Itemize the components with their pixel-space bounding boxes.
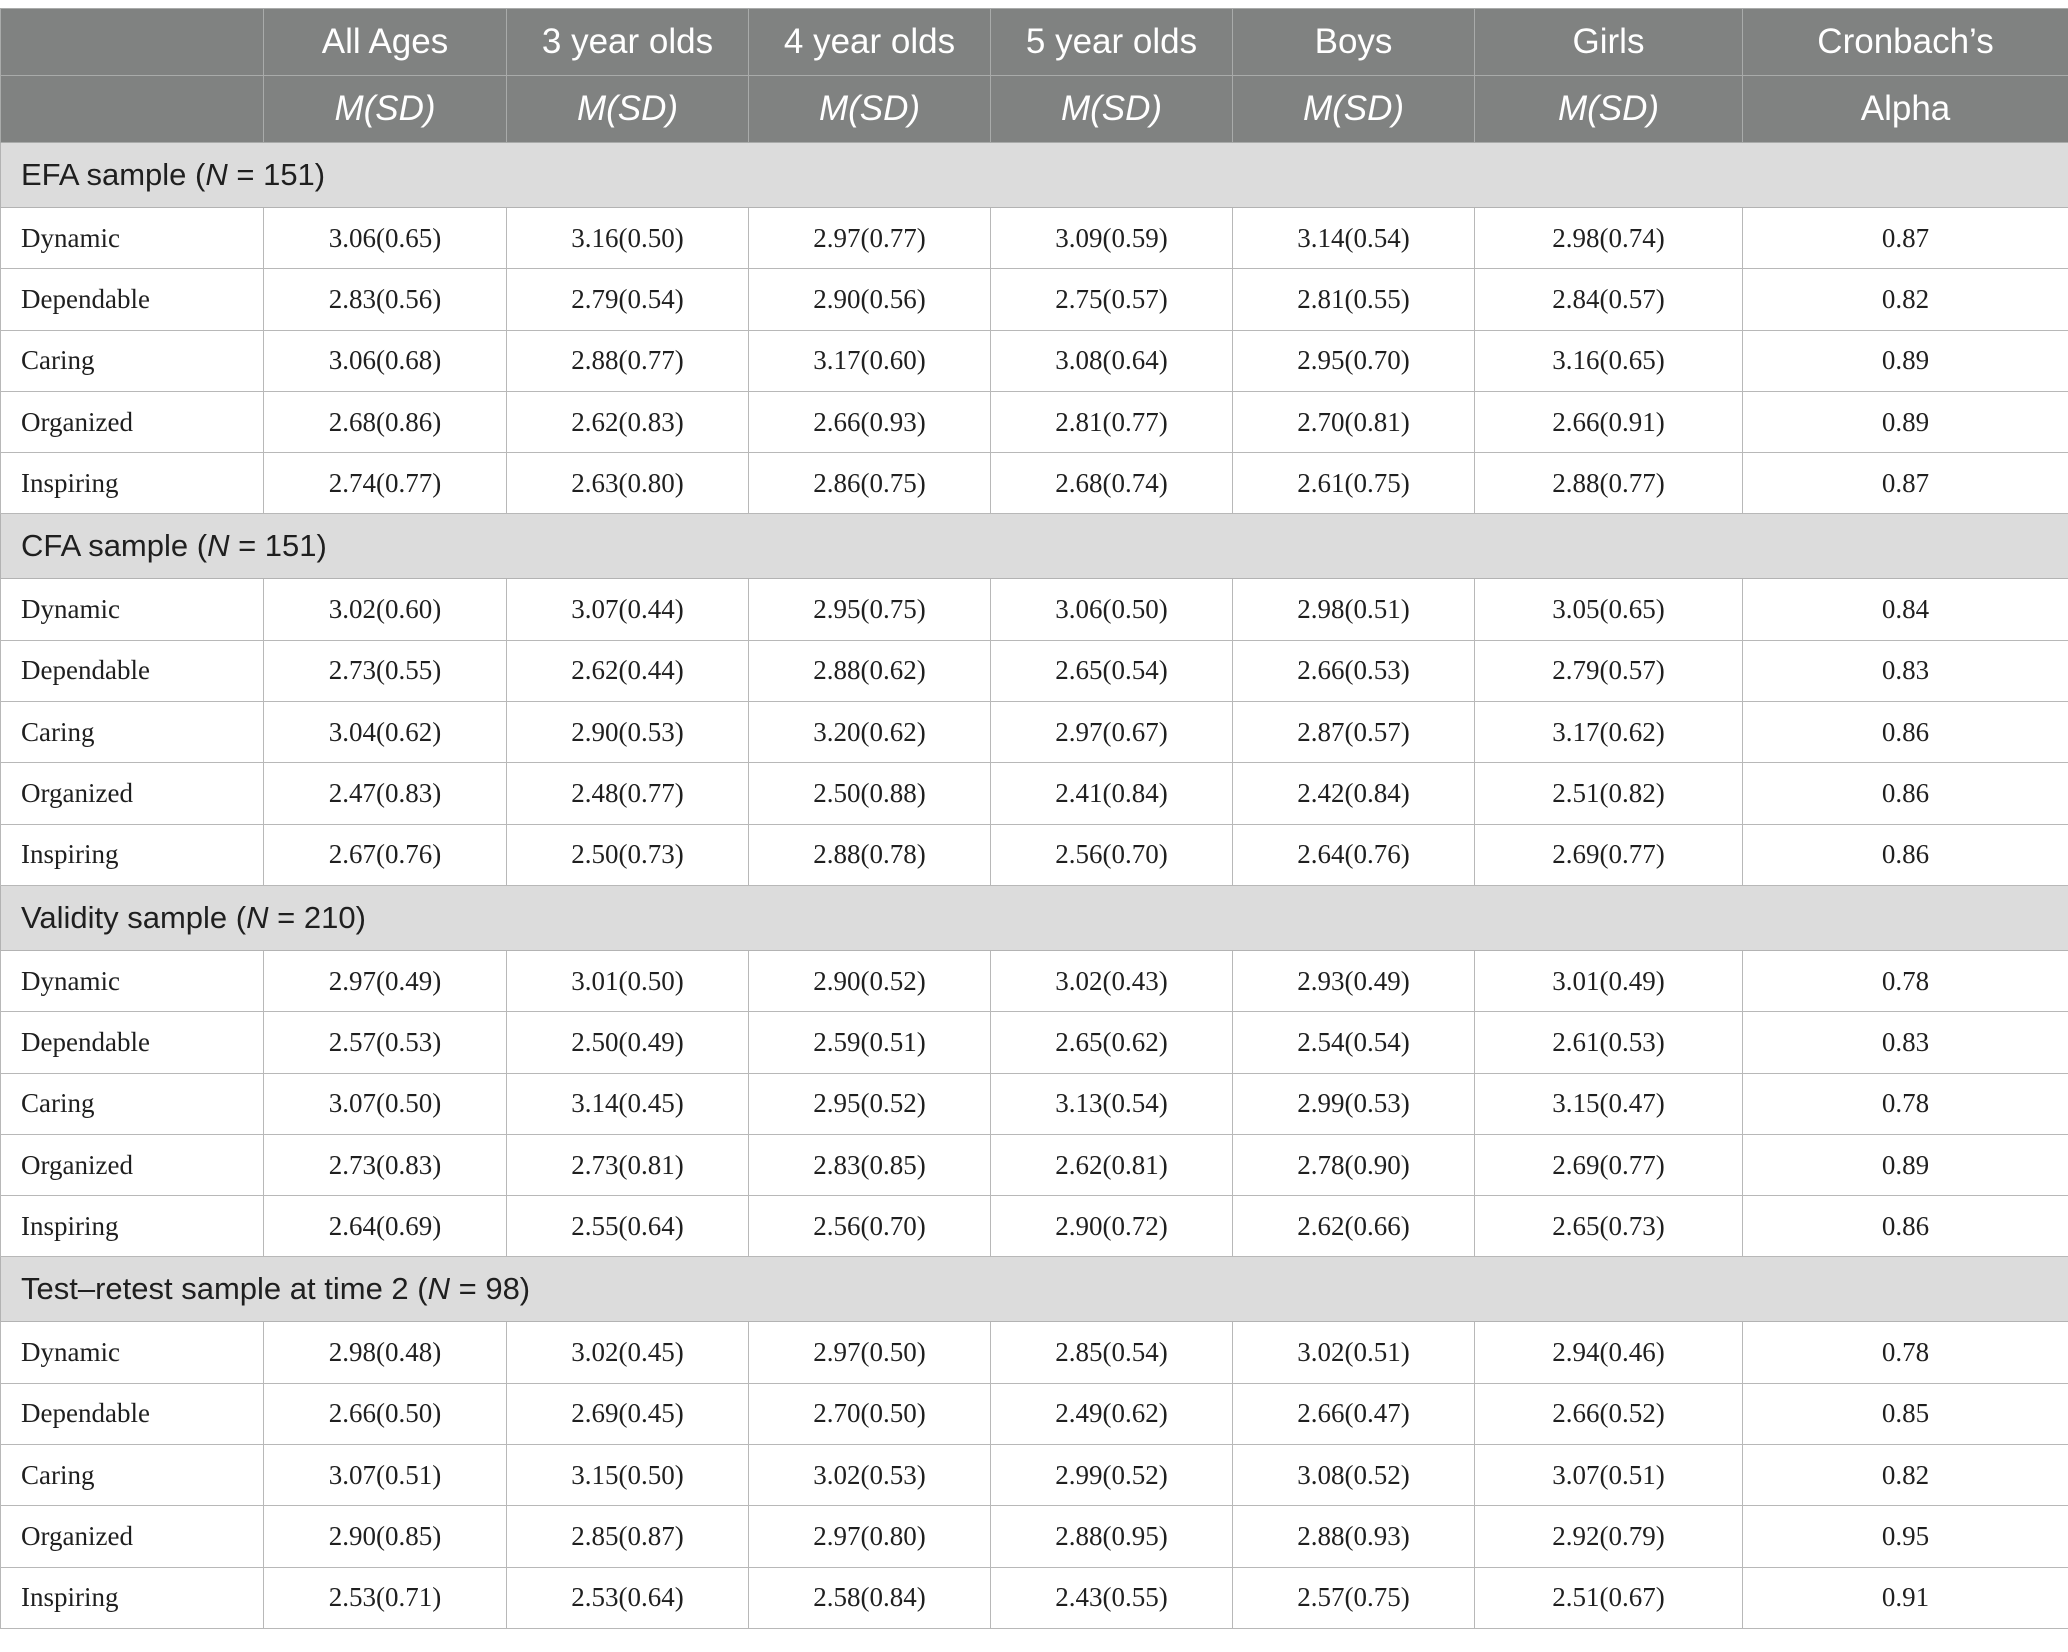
cell-boys: 2.54(0.54) xyxy=(1233,1012,1475,1073)
subheader-cell-msd: M(SD) xyxy=(507,76,749,143)
cell-label: Inspiring xyxy=(1,1196,264,1257)
section-title-suffix: = 151) xyxy=(227,157,326,192)
cell-girls: 2.98(0.74) xyxy=(1475,208,1743,269)
section-header-row xyxy=(1,143,2068,208)
header-cell-boys: Boys xyxy=(1233,9,1475,76)
cell-boys: 3.08(0.52) xyxy=(1233,1445,1475,1506)
cell-label: Dynamic xyxy=(1,208,264,269)
table-row xyxy=(1,330,2068,391)
cell-girls: 3.05(0.65) xyxy=(1475,579,1743,640)
cell-boys: 2.42(0.84) xyxy=(1233,763,1475,824)
cell-4-year-olds: 2.97(0.50) xyxy=(749,1322,991,1383)
cell-alpha: 0.83 xyxy=(1743,640,2068,701)
cell-3-year-olds: 2.53(0.64) xyxy=(507,1567,749,1628)
header-cell-cronbachs: Cronbach’s xyxy=(1743,9,2068,76)
cell-3-year-olds: 2.85(0.87) xyxy=(507,1506,749,1567)
cell-alpha: 0.86 xyxy=(1743,1196,2068,1257)
cell-boys: 2.95(0.70) xyxy=(1233,330,1475,391)
cell-4-year-olds: 2.95(0.75) xyxy=(749,579,991,640)
cell-label: Inspiring xyxy=(1,453,264,514)
cell-girls: 2.79(0.57) xyxy=(1475,640,1743,701)
cell-all-ages: 2.64(0.69) xyxy=(264,1196,507,1257)
cell-3-year-olds: 3.01(0.50) xyxy=(507,950,749,1011)
section-title xyxy=(1,143,2068,208)
descriptive-statistics-table xyxy=(0,8,2068,1629)
cell-boys: 2.99(0.53) xyxy=(1233,1073,1475,1134)
cell-4-year-olds: 2.88(0.62) xyxy=(749,640,991,701)
cell-label: Caring xyxy=(1,702,264,763)
cell-3-year-olds: 2.48(0.77) xyxy=(507,763,749,824)
cell-all-ages: 3.06(0.68) xyxy=(264,330,507,391)
cell-label: Dynamic xyxy=(1,950,264,1011)
cell-girls: 2.94(0.46) xyxy=(1475,1322,1743,1383)
cell-4-year-olds: 2.97(0.80) xyxy=(749,1506,991,1567)
cell-boys: 2.64(0.76) xyxy=(1233,824,1475,885)
table-row xyxy=(1,763,2068,824)
cell-3-year-olds: 3.02(0.45) xyxy=(507,1322,749,1383)
header-cell-4-year-olds: 4 year olds xyxy=(749,9,991,76)
header-row-statistics xyxy=(1,76,2068,143)
cell-label: Caring xyxy=(1,1445,264,1506)
cell-all-ages: 2.47(0.83) xyxy=(264,763,507,824)
cell-4-year-olds: 2.95(0.52) xyxy=(749,1073,991,1134)
cell-alpha: 0.86 xyxy=(1743,824,2068,885)
cell-alpha: 0.78 xyxy=(1743,1322,2068,1383)
cell-5-year-olds: 3.02(0.43) xyxy=(991,950,1233,1011)
cell-4-year-olds: 2.70(0.50) xyxy=(749,1383,991,1444)
header-cell-girls: Girls xyxy=(1475,9,1743,76)
cell-4-year-olds: 2.97(0.77) xyxy=(749,208,991,269)
cell-girls: 2.84(0.57) xyxy=(1475,269,1743,330)
table-row xyxy=(1,1073,2068,1134)
cell-3-year-olds: 2.62(0.44) xyxy=(507,640,749,701)
cell-5-year-olds: 2.81(0.77) xyxy=(991,391,1233,452)
cell-5-year-olds: 3.13(0.54) xyxy=(991,1073,1233,1134)
cell-4-year-olds: 2.59(0.51) xyxy=(749,1012,991,1073)
cell-5-year-olds: 2.99(0.52) xyxy=(991,1445,1233,1506)
cell-3-year-olds: 3.15(0.50) xyxy=(507,1445,749,1506)
cell-boys: 2.93(0.49) xyxy=(1233,950,1475,1011)
section-header-row xyxy=(1,514,2068,579)
table-row xyxy=(1,453,2068,514)
cell-4-year-olds: 2.56(0.70) xyxy=(749,1196,991,1257)
cell-alpha: 0.95 xyxy=(1743,1506,2068,1567)
cell-5-year-olds: 3.08(0.64) xyxy=(991,330,1233,391)
cell-4-year-olds: 2.58(0.84) xyxy=(749,1567,991,1628)
table-row xyxy=(1,269,2068,330)
table-row xyxy=(1,1322,2068,1383)
cell-label: Dependable xyxy=(1,640,264,701)
cell-4-year-olds: 2.88(0.78) xyxy=(749,824,991,885)
cell-boys: 2.78(0.90) xyxy=(1233,1134,1475,1195)
cell-boys: 2.88(0.93) xyxy=(1233,1506,1475,1567)
section-title xyxy=(1,1257,2068,1322)
cell-4-year-olds: 2.50(0.88) xyxy=(749,763,991,824)
cell-label: Organized xyxy=(1,763,264,824)
cell-girls: 3.16(0.65) xyxy=(1475,330,1743,391)
cell-boys: 2.87(0.57) xyxy=(1233,702,1475,763)
section-title-n: N xyxy=(246,899,269,935)
table-row xyxy=(1,1506,2068,1567)
section-header-row xyxy=(1,885,2068,950)
table-row xyxy=(1,1567,2068,1628)
table-body xyxy=(1,143,2068,1629)
table-row xyxy=(1,1383,2068,1444)
section-title-n: N xyxy=(427,1271,450,1307)
cell-5-year-olds: 2.43(0.55) xyxy=(991,1567,1233,1628)
cell-alpha: 0.86 xyxy=(1743,763,2068,824)
header-cell-3-year-olds: 3 year olds xyxy=(507,9,749,76)
cell-boys: 2.66(0.53) xyxy=(1233,640,1475,701)
cell-alpha: 0.91 xyxy=(1743,1567,2068,1628)
cell-girls: 3.17(0.62) xyxy=(1475,702,1743,763)
cell-all-ages: 2.97(0.49) xyxy=(264,950,507,1011)
cell-5-year-olds: 2.41(0.84) xyxy=(991,763,1233,824)
cell-4-year-olds: 3.17(0.60) xyxy=(749,330,991,391)
cell-all-ages: 2.83(0.56) xyxy=(264,269,507,330)
cell-all-ages: 3.07(0.50) xyxy=(264,1073,507,1134)
cell-girls: 2.66(0.52) xyxy=(1475,1383,1743,1444)
cell-boys: 2.81(0.55) xyxy=(1233,269,1475,330)
table-row xyxy=(1,208,2068,269)
cell-all-ages: 2.66(0.50) xyxy=(264,1383,507,1444)
subheader-cell-corner xyxy=(1,76,264,143)
cell-all-ages: 2.73(0.83) xyxy=(264,1134,507,1195)
header-cell-corner xyxy=(1,9,264,76)
header-cell-all-ages: All Ages xyxy=(264,9,507,76)
cell-label: Inspiring xyxy=(1,824,264,885)
cell-4-year-olds: 2.86(0.75) xyxy=(749,453,991,514)
cell-boys: 2.66(0.47) xyxy=(1233,1383,1475,1444)
cell-label: Dynamic xyxy=(1,1322,264,1383)
table-row xyxy=(1,1012,2068,1073)
table-header xyxy=(1,9,2068,143)
cell-girls: 3.15(0.47) xyxy=(1475,1073,1743,1134)
cell-alpha: 0.78 xyxy=(1743,1073,2068,1134)
subheader-cell-msd: M(SD) xyxy=(1233,76,1475,143)
cell-all-ages: 2.73(0.55) xyxy=(264,640,507,701)
cell-alpha: 0.89 xyxy=(1743,391,2068,452)
cell-label: Caring xyxy=(1,330,264,391)
cell-3-year-olds: 2.69(0.45) xyxy=(507,1383,749,1444)
cell-5-year-olds: 2.85(0.54) xyxy=(991,1322,1233,1383)
table-row xyxy=(1,824,2068,885)
cell-all-ages: 2.98(0.48) xyxy=(264,1322,507,1383)
section-title-prefix: Test–retest sample at time 2 ( xyxy=(21,1271,428,1307)
cell-all-ages: 3.07(0.51) xyxy=(264,1445,507,1506)
section-title-n: N xyxy=(207,528,230,564)
cell-girls: 2.88(0.77) xyxy=(1475,453,1743,514)
section-title xyxy=(1,885,2068,950)
subheader-cell-msd: M(SD) xyxy=(264,76,507,143)
cell-label: Dependable xyxy=(1,1383,264,1444)
cell-3-year-olds: 2.79(0.54) xyxy=(507,269,749,330)
cell-alpha: 0.86 xyxy=(1743,702,2068,763)
cell-girls: 2.92(0.79) xyxy=(1475,1506,1743,1567)
cell-all-ages: 3.04(0.62) xyxy=(264,702,507,763)
cell-boys: 2.57(0.75) xyxy=(1233,1567,1475,1628)
cell-5-year-olds: 3.06(0.50) xyxy=(991,579,1233,640)
cell-3-year-olds: 3.07(0.44) xyxy=(507,579,749,640)
table-row xyxy=(1,950,2068,1011)
cell-label: Dependable xyxy=(1,269,264,330)
table-row xyxy=(1,702,2068,763)
section-title-prefix: CFA sample ( xyxy=(21,528,208,564)
cell-4-year-olds: 2.90(0.52) xyxy=(749,950,991,1011)
cell-boys: 2.98(0.51) xyxy=(1233,579,1475,640)
cell-girls: 2.51(0.82) xyxy=(1475,763,1743,824)
cell-boys: 2.61(0.75) xyxy=(1233,453,1475,514)
cell-girls: 2.65(0.73) xyxy=(1475,1196,1743,1257)
cell-5-year-olds: 2.88(0.95) xyxy=(991,1506,1233,1567)
cell-alpha: 0.87 xyxy=(1743,208,2068,269)
cell-boys: 2.70(0.81) xyxy=(1233,391,1475,452)
section-title-suffix: = 98) xyxy=(450,1271,531,1307)
cell-5-year-olds: 2.49(0.62) xyxy=(991,1383,1233,1444)
cell-girls: 2.51(0.67) xyxy=(1475,1567,1743,1628)
subheader-cell-msd: M(SD) xyxy=(991,76,1233,143)
cell-label: Organized xyxy=(1,1134,264,1195)
cell-5-year-olds: 2.62(0.81) xyxy=(991,1134,1233,1195)
cell-4-year-olds: 2.90(0.56) xyxy=(749,269,991,330)
cell-3-year-olds: 3.16(0.50) xyxy=(507,208,749,269)
section-title-suffix: = 210) xyxy=(268,899,366,935)
cell-3-year-olds: 2.88(0.77) xyxy=(507,330,749,391)
cell-boys: 3.02(0.51) xyxy=(1233,1322,1475,1383)
cell-3-year-olds: 2.50(0.73) xyxy=(507,824,749,885)
cell-all-ages: 2.74(0.77) xyxy=(264,453,507,514)
cell-alpha: 0.89 xyxy=(1743,330,2068,391)
cell-girls: 2.69(0.77) xyxy=(1475,1134,1743,1195)
cell-5-year-olds: 2.56(0.70) xyxy=(991,824,1233,885)
header-row-groups xyxy=(1,9,2068,76)
table-row xyxy=(1,1134,2068,1195)
cell-girls: 2.66(0.91) xyxy=(1475,391,1743,452)
cell-5-year-olds: 2.97(0.67) xyxy=(991,702,1233,763)
cell-girls: 3.07(0.51) xyxy=(1475,1445,1743,1506)
cell-4-year-olds: 2.66(0.93) xyxy=(749,391,991,452)
cell-3-year-olds: 2.63(0.80) xyxy=(507,453,749,514)
subheader-cell-msd: M(SD) xyxy=(749,76,991,143)
cell-all-ages: 2.53(0.71) xyxy=(264,1567,507,1628)
cell-label: Dynamic xyxy=(1,579,264,640)
table-row xyxy=(1,1445,2068,1506)
cell-5-year-olds: 3.09(0.59) xyxy=(991,208,1233,269)
cell-all-ages: 3.06(0.65) xyxy=(264,208,507,269)
table-row xyxy=(1,640,2068,701)
cell-5-year-olds: 2.75(0.57) xyxy=(991,269,1233,330)
cell-3-year-olds: 3.14(0.45) xyxy=(507,1073,749,1134)
cell-3-year-olds: 2.55(0.64) xyxy=(507,1196,749,1257)
cell-label: Inspiring xyxy=(1,1567,264,1628)
cell-alpha: 0.83 xyxy=(1743,1012,2068,1073)
cell-alpha: 0.84 xyxy=(1743,579,2068,640)
header-cell-5-year-olds: 5 year olds xyxy=(991,9,1233,76)
cell-alpha: 0.85 xyxy=(1743,1383,2068,1444)
section-title-prefix: EFA sample ( xyxy=(21,157,206,192)
cell-3-year-olds: 2.50(0.49) xyxy=(507,1012,749,1073)
cell-girls: 2.69(0.77) xyxy=(1475,824,1743,885)
cell-4-year-olds: 2.83(0.85) xyxy=(749,1134,991,1195)
cell-5-year-olds: 2.65(0.62) xyxy=(991,1012,1233,1073)
cell-alpha: 0.82 xyxy=(1743,1445,2068,1506)
section-title xyxy=(1,514,2068,579)
subheader-cell-alpha: Alpha xyxy=(1743,76,2068,143)
cell-5-year-olds: 2.65(0.54) xyxy=(991,640,1233,701)
table-row xyxy=(1,1196,2068,1257)
cell-girls: 2.61(0.53) xyxy=(1475,1012,1743,1073)
cell-all-ages: 2.68(0.86) xyxy=(264,391,507,452)
section-title-suffix: = 151) xyxy=(229,528,327,564)
subheader-cell-msd: M(SD) xyxy=(1475,76,1743,143)
cell-4-year-olds: 3.20(0.62) xyxy=(749,702,991,763)
cell-label: Organized xyxy=(1,391,264,452)
table-row xyxy=(1,579,2068,640)
cell-girls: 3.01(0.49) xyxy=(1475,950,1743,1011)
table-row xyxy=(1,391,2068,452)
cell-boys: 2.62(0.66) xyxy=(1233,1196,1475,1257)
cell-alpha: 0.78 xyxy=(1743,950,2068,1011)
cell-3-year-olds: 2.73(0.81) xyxy=(507,1134,749,1195)
cell-boys: 3.14(0.54) xyxy=(1233,208,1475,269)
cell-4-year-olds: 3.02(0.53) xyxy=(749,1445,991,1506)
section-title-prefix: Validity sample ( xyxy=(21,899,247,935)
cell-5-year-olds: 2.68(0.74) xyxy=(991,453,1233,514)
cell-5-year-olds: 2.90(0.72) xyxy=(991,1196,1233,1257)
section-header-row xyxy=(1,1257,2068,1322)
cell-all-ages: 2.67(0.76) xyxy=(264,824,507,885)
cell-all-ages: 2.90(0.85) xyxy=(264,1506,507,1567)
cell-alpha: 0.82 xyxy=(1743,269,2068,330)
cell-3-year-olds: 2.90(0.53) xyxy=(507,702,749,763)
cell-all-ages: 2.57(0.53) xyxy=(264,1012,507,1073)
cell-label: Organized xyxy=(1,1506,264,1567)
section-title-n: N xyxy=(205,157,228,192)
cell-alpha: 0.87 xyxy=(1743,453,2068,514)
cell-alpha: 0.89 xyxy=(1743,1134,2068,1195)
cell-3-year-olds: 2.62(0.83) xyxy=(507,391,749,452)
cell-label: Caring xyxy=(1,1073,264,1134)
cell-all-ages: 3.02(0.60) xyxy=(264,579,507,640)
cell-label: Dependable xyxy=(1,1012,264,1073)
